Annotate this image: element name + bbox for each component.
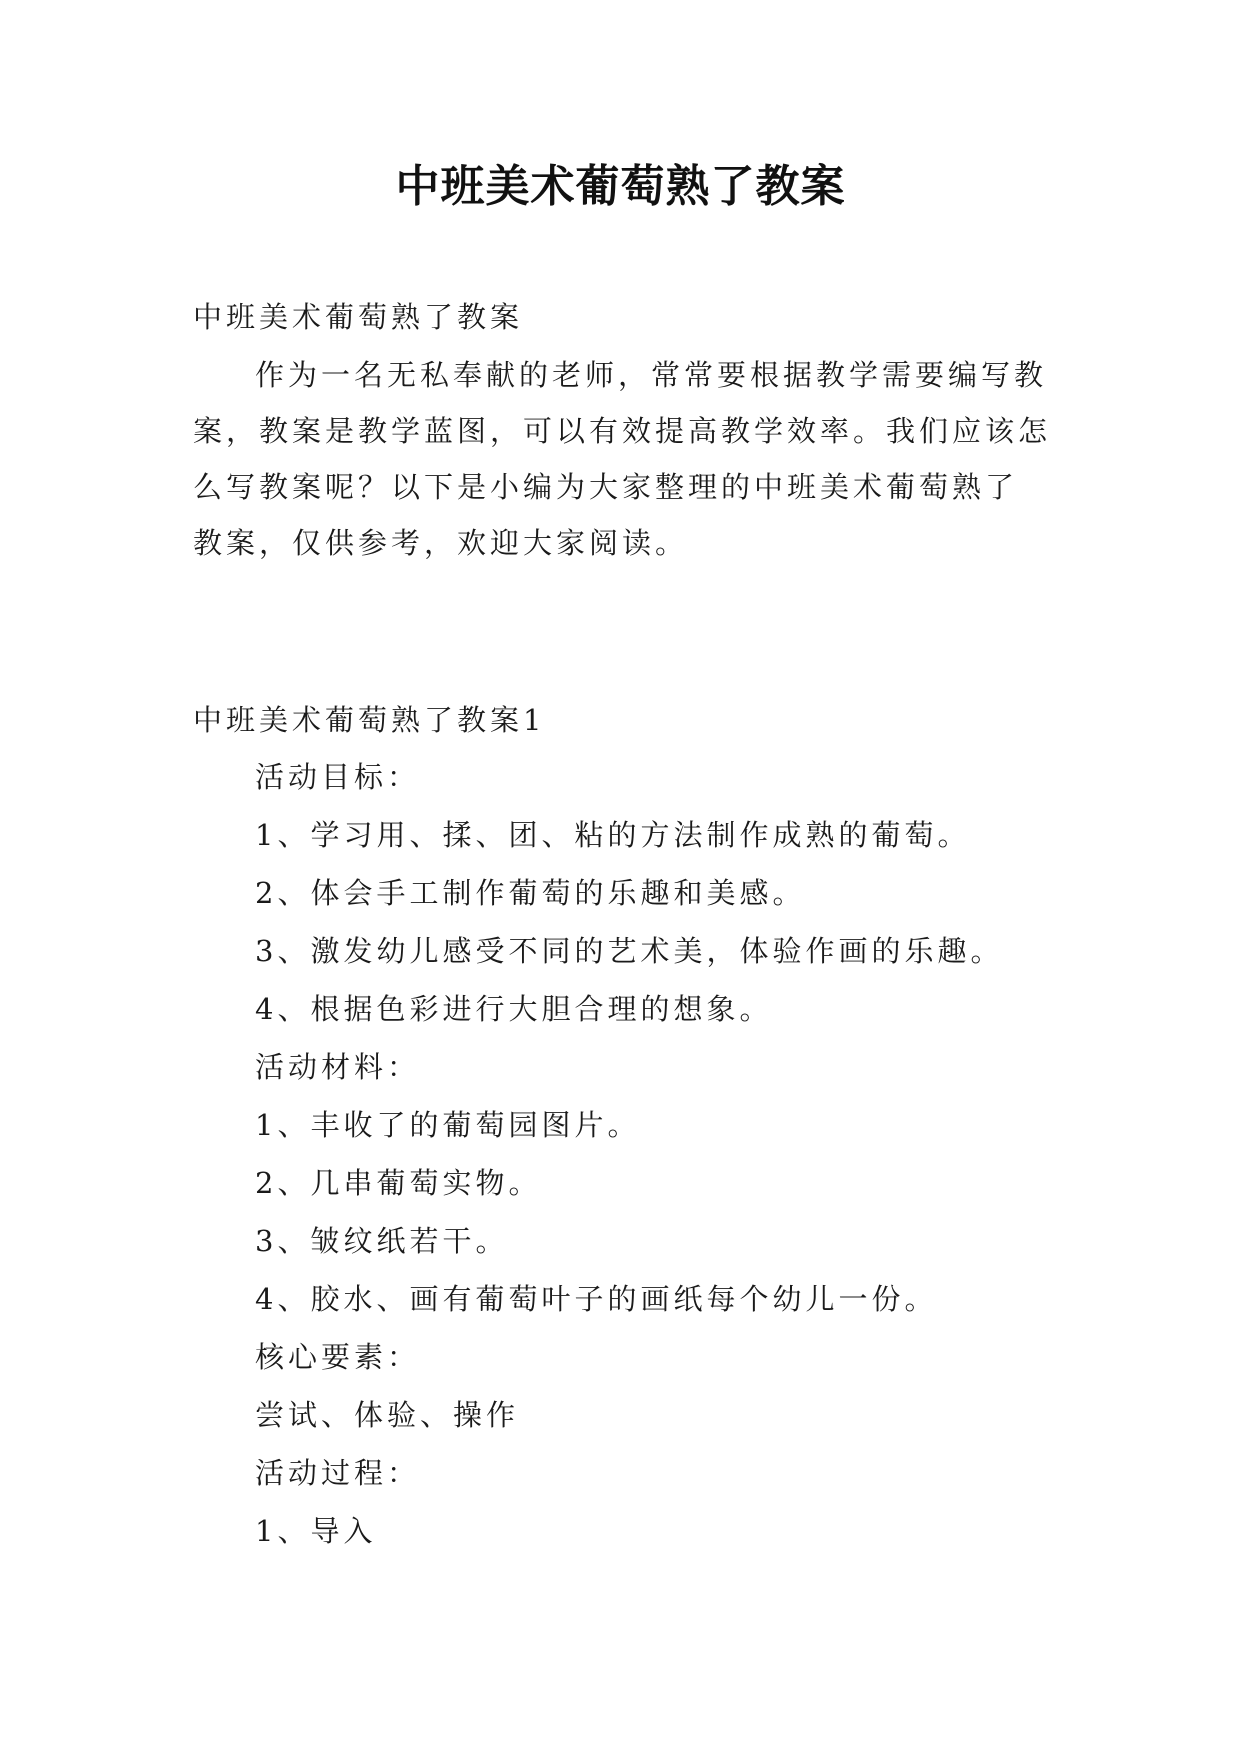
section-line: 1、学习用、揉、团、粘的方法制作成熟的葡萄。 [255,818,971,852]
intro-line: 案，教案是教学蓝图，可以有效提高教学效率。我们应该怎 [193,414,1052,448]
section-line: 2、体会手工制作葡萄的乐趣和美感。 [255,876,806,910]
section-heading: 中班美术葡萄熟了教案1 [193,703,546,737]
document-title: 中班美术葡萄熟了教案 [395,161,846,212]
document-subtitle: 中班美术葡萄熟了教案 [193,300,524,334]
intro-line: 么写教案呢？以下是小编为大家整理的中班美术葡萄熟了 [193,470,1019,504]
section-line: 尝试、体验、操作 [255,1398,520,1432]
section-line: 1、丰收了的葡萄园图片。 [255,1108,641,1142]
intro-line: 作为一名无私奉献的老师，常常要根据教学需要编写教 [255,358,1048,392]
section-line: 1、导入 [255,1514,377,1548]
section-line: 4、胶水、画有葡萄叶子的画纸每个幼儿一份。 [255,1282,938,1316]
section-line: 活动材料： [255,1050,421,1084]
section-line: 3、激发幼儿感受不同的艺术美，体验作画的乐趣。 [255,934,1004,968]
section-line: 3、皱纹纸若干。 [255,1224,509,1258]
section-line: 活动过程： [255,1456,421,1490]
section-line: 2、几串葡萄实物。 [255,1166,542,1200]
section-line: 核心要素： [255,1340,421,1374]
section-line: 活动目标： [255,760,421,794]
intro-line: 教案，仅供参考，欢迎大家阅读。 [193,526,689,560]
section-line: 4、根据色彩进行大胆合理的想象。 [255,992,773,1026]
